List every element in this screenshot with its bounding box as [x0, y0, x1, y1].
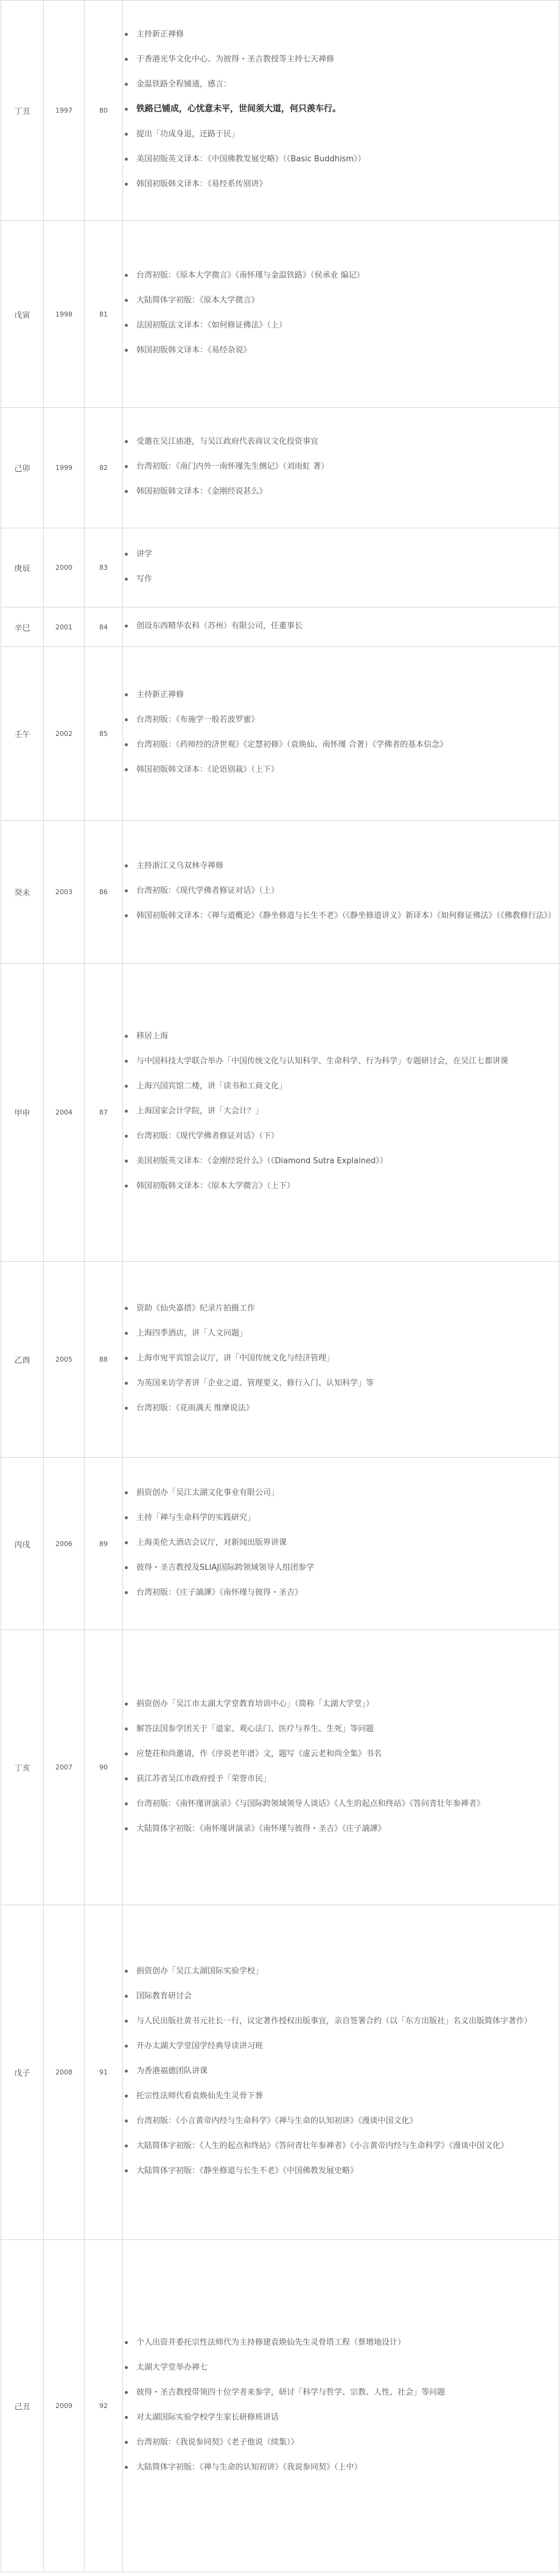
- event-text: 主持新正禅修: [136, 30, 184, 39]
- event-text: 金温铁路全程铺通，感言：: [136, 80, 232, 89]
- event-item: [123, 2387, 559, 2398]
- ganzhi-year-cell: 己卯: [1, 408, 44, 528]
- event-item: [123, 1328, 559, 1339]
- bullet-icon: [125, 2391, 128, 2394]
- events-cell: [123, 1630, 559, 1905]
- event-item: [123, 1723, 559, 1735]
- event-item: [123, 548, 559, 560]
- age-cell: 92: [85, 2240, 123, 2572]
- event-text: 韩国初版韩文译本：《论语别裁》（上下）: [136, 765, 279, 774]
- event-item: [123, 2462, 559, 2473]
- event-list: [123, 612, 559, 643]
- bullet-icon: [125, 2366, 128, 2369]
- event-item: [123, 461, 559, 472]
- event-text: 主持新正禅修: [136, 690, 184, 699]
- bullet-icon: [125, 2119, 128, 2123]
- age-cell: 91: [85, 1905, 123, 2240]
- bullet-icon: [125, 33, 128, 36]
- bullet-icon: [125, 2020, 128, 2023]
- bullet-icon: [125, 1727, 128, 1731]
- events-cell: [123, 528, 559, 607]
- bullet-icon: [125, 2169, 128, 2172]
- events-cell: [123, 647, 559, 821]
- bullet-icon: [125, 1752, 128, 1755]
- ganzhi-year-cell: 丁丑: [1, 1, 44, 221]
- ganzhi-year-cell: 丙戌: [1, 1458, 44, 1630]
- ganzhi-year-cell: 己丑: [1, 2240, 44, 2572]
- chronology-row: [1, 1, 559, 221]
- bullet-icon: [125, 889, 128, 892]
- chronology-table: [1, 0, 559, 2572]
- event-text: 移居上海: [136, 1032, 169, 1041]
- year-cell: 1999: [44, 408, 85, 528]
- chronology-row: [1, 1630, 559, 1905]
- event-text: 托宗性法师代看袁焕仙先生灵骨下葬: [136, 2091, 264, 2101]
- age-cell: 81: [85, 221, 123, 408]
- bullet-icon: [125, 2341, 128, 2344]
- event-list: [123, 681, 559, 786]
- event-item: [123, 1587, 559, 1598]
- year-cell: 2002: [44, 647, 85, 821]
- event-text: 彼得・圣吉教授带领四十位学者来参学，研讨「科学与哲学、宗教、人性、社会」等问题: [136, 2387, 446, 2397]
- event-text: 韩国初版韩文译本：《金刚经说甚么》: [136, 487, 267, 496]
- event-item: [123, 620, 559, 632]
- event-text: 台湾初版：《原本大学微言》《南怀瑾与金温铁路》（侯承业 编记）: [136, 271, 365, 280]
- event-text: 台湾初版：《我说参同契》《老子他说（续集）》: [136, 2437, 299, 2447]
- event-text: 台湾初版：《南门内外一南怀瑾先生侧记》（刘雨虹 著）: [136, 462, 329, 471]
- event-text: 铁路已铺成，心忧意未平，世间须大道，何只羡车行。: [136, 104, 341, 114]
- event-text: 韩国初版韩文译本：《易经系传别讲》: [136, 180, 267, 189]
- event-text: 上海美伦大酒店会议厅，对新闻出版界讲课: [136, 1538, 287, 1547]
- chronology-row: [1, 964, 559, 1262]
- event-item: [123, 345, 559, 356]
- events-cell: [123, 607, 559, 647]
- event-text: 与人民出版社黄书元社长一行，议定著作授权出版事宜，亲自签署合约（以「东方出版社」名义出版简体字著作）: [136, 2017, 533, 2026]
- event-list: [123, 1022, 559, 1203]
- bullet-icon: [125, 1035, 128, 1038]
- event-text: 为英国来访学者讲「企业之道、管理要义、修行入门、认知科学」等: [136, 1379, 374, 1388]
- event-item: [123, 1130, 559, 1142]
- year-cell: 2000: [44, 528, 85, 607]
- event-item: [123, 295, 559, 306]
- event-item: [123, 1537, 559, 1549]
- event-text: 法国初版法文译本：《如何修证佛法》（上）: [136, 321, 287, 330]
- bullet-icon: [125, 2070, 128, 2073]
- event-text: 美国初版英文译本：《中国佛教发展史略》（《Basic Buddhism》）: [136, 155, 366, 164]
- event-item: [123, 1990, 559, 2002]
- ganzhi-year-cell: 戊寅: [1, 221, 44, 408]
- events-cell: [123, 821, 559, 964]
- bullet-icon: [125, 158, 128, 161]
- event-item: [123, 1055, 559, 1067]
- bullet-icon: [125, 914, 128, 917]
- chronology-row: [1, 408, 559, 528]
- bullet-icon: [125, 58, 128, 61]
- event-item: [123, 153, 559, 165]
- bullet-icon: [125, 743, 128, 746]
- event-item: [123, 29, 559, 40]
- chronology-row: [1, 528, 559, 607]
- event-item: [123, 1487, 559, 1499]
- event-text: 台湾初版：《现代学佛者修证对话》（上）: [136, 886, 279, 895]
- bullet-icon: [125, 183, 128, 186]
- chronology-row: [1, 2240, 559, 2572]
- event-item: [123, 2337, 559, 2348]
- events-cell: [123, 964, 559, 1262]
- event-text: 主持「禅与生命科学的实践研究」: [136, 1513, 256, 1522]
- event-text: 与中国科技大学联合举办「中国传统文化与认知科学、生命科学、行为科学」专题研讨会，在吴江七都讲课: [136, 1057, 509, 1066]
- event-text: 台湾初版：《花雨满天 维摩说法》: [136, 1404, 254, 1413]
- event-text: 韩国初版韩文译本：《禅与道概论》《静坐修道与长生不老》（《静坐修道讲义》新译本）《如何修证佛法》（《佛教修行法》）: [136, 911, 556, 920]
- bullet-icon: [125, 465, 128, 468]
- bullet-icon: [125, 83, 128, 86]
- event-item: [123, 2362, 559, 2373]
- bullet-icon: [125, 2095, 128, 2098]
- chronology-body: [1, 1, 559, 2572]
- event-item: [123, 764, 559, 775]
- age-cell: 89: [85, 1458, 123, 1630]
- event-item: [123, 1155, 559, 1167]
- chronology-row: [1, 607, 559, 647]
- event-item: [123, 1180, 559, 1192]
- event-text: 大陆简体字初版：《南怀瑾讲演录》《南怀瑾与彼得・圣吉》《庄子諵譁》: [136, 1824, 386, 1833]
- event-text: 资助《仙央嘉措》纪录片拍摄工作: [136, 1304, 256, 1313]
- bullet-icon: [125, 324, 128, 327]
- event-text: 上海国家会计学院，讲「大会计？」: [136, 1107, 264, 1116]
- event-text: 美国初版英文译本：《金刚经说什么》（《Diamond Sutra Explained》）: [136, 1157, 388, 1166]
- event-list: [123, 2328, 559, 2484]
- bullet-icon: [125, 1110, 128, 1113]
- bullet-icon: [125, 553, 128, 556]
- bullet-icon: [125, 718, 128, 721]
- event-list: [123, 1294, 559, 1425]
- event-item: [123, 436, 559, 447]
- bullet-icon: [125, 2144, 128, 2147]
- bullet-icon: [125, 1995, 128, 1998]
- bullet-icon: [125, 864, 128, 867]
- event-item: [123, 178, 559, 190]
- chronology-row: [1, 221, 559, 408]
- events-cell: [123, 1905, 559, 2240]
- event-text: 主持浙江义乌双林寺禅修: [136, 861, 224, 870]
- event-text: 写作: [136, 574, 153, 584]
- event-text: 上海兴国宾馆二楼，讲「读书和工商文化」: [136, 1082, 287, 1091]
- event-list: [123, 540, 559, 596]
- event-item: [123, 1798, 559, 1810]
- event-item: [123, 270, 559, 281]
- event-text: 国际教育研讨会: [136, 1992, 192, 2001]
- event-item: [123, 1562, 559, 1573]
- event-item: [123, 2140, 559, 2152]
- ganzhi-year-cell: 甲申: [1, 964, 44, 1262]
- bullet-icon: [125, 1382, 128, 1385]
- event-list: [123, 1479, 559, 1609]
- event-text: 捐资创办「吴江市太湖大学堂教育培训中心」（简称「太湖大学堂」）: [136, 1699, 374, 1709]
- age-cell: 82: [85, 408, 123, 528]
- event-item: [123, 910, 559, 922]
- event-text: 提出「功成身退，还路于民」: [136, 130, 240, 139]
- bullet-icon: [125, 1160, 128, 1163]
- event-item: [123, 54, 559, 65]
- event-text: 台湾初版：《药师经的济世观》《定慧初修》（袁焕仙、南怀瑾 合著）《学佛者的基本信念》: [136, 740, 448, 749]
- bullet-icon: [125, 2416, 128, 2419]
- event-text: 讲学: [136, 549, 153, 559]
- age-cell: 90: [85, 1630, 123, 1905]
- event-item: [123, 486, 559, 497]
- chronology-row: [1, 821, 559, 964]
- ganzhi-year-cell: 壬午: [1, 647, 44, 821]
- event-item: [123, 2040, 559, 2052]
- chronology-row: [1, 647, 559, 821]
- chronology-row: [1, 1458, 559, 1630]
- event-text: 上海市宛平宾馆会议厅，讲「中国传统文化与经济管理」: [136, 1354, 335, 1363]
- event-text: 开办太湖大学堂国学经典导读讲习班: [136, 2042, 264, 2051]
- event-text: 台湾初版：《布施学一般若波罗蜜》: [136, 715, 259, 724]
- event-text: 于香港光华文化中心、为彼得・圣吉教授等主持七天禅修: [136, 55, 335, 64]
- chronology-row: [1, 1262, 559, 1458]
- event-item: [123, 320, 559, 331]
- event-text: 为香港福德团队讲课: [136, 2067, 208, 2076]
- event-item: [123, 714, 559, 726]
- event-text: 捐资创办「吴江太湖文化事业有限公司」: [136, 1488, 279, 1497]
- event-list: [123, 261, 559, 367]
- bullet-icon: [125, 108, 128, 111]
- events-cell: [123, 1, 559, 221]
- event-item: [123, 1402, 559, 1414]
- ganzhi-year-cell: 庚辰: [1, 528, 44, 607]
- bullet-icon: [125, 1407, 128, 1410]
- event-item: [123, 2065, 559, 2077]
- event-item: [123, 573, 559, 585]
- event-text: 个人出资并委托宗性法师代为主持修建袁焕仙先生灵骨塔工程（蔡增地设计）: [136, 2337, 406, 2347]
- event-item: [123, 2090, 559, 2102]
- bullet-icon: [125, 578, 128, 581]
- event-item: [123, 1698, 559, 1710]
- bullet-icon: [125, 1802, 128, 1805]
- event-list: [123, 427, 559, 508]
- bullet-icon: [125, 2466, 128, 2469]
- event-text: 大陆简体字初版：《静坐修道与长生不老》《中国佛教发展史略》: [136, 2166, 359, 2175]
- event-list: [123, 1957, 559, 2188]
- events-cell: [123, 221, 559, 408]
- event-text: 对太湖国际实验学校学生家长研修班讲话: [136, 2412, 279, 2422]
- event-item: [123, 1823, 559, 1835]
- bullet-icon: [125, 2045, 128, 2048]
- event-list: [123, 20, 559, 201]
- year-cell: 2003: [44, 821, 85, 964]
- event-item: [123, 2115, 559, 2127]
- event-text: 台湾初版：《南怀瑾讲演录》《与国际跨领域领导人谈话》《人生的起点和终站》《答问青壮年参禅者》: [136, 1799, 485, 1808]
- bullet-icon: [125, 1703, 128, 1706]
- event-text: 彼得・圣吉教授及SLIAJ国际跨领域领导人组团参学: [136, 1563, 315, 1572]
- bullet-icon: [125, 440, 128, 443]
- event-text: 台湾初版：《庄子諵譁》《南怀瑾与彼得・圣吉》: [136, 1587, 303, 1597]
- event-text: 大陆简体字初版：《人生的起点和终站》《答问青壮年参禅者》《小言黄帝内经与生命科学》《漫谈中国文化》: [136, 2141, 509, 2151]
- event-item: [123, 2437, 559, 2448]
- year-cell: 1997: [44, 1, 85, 221]
- event-text: 台湾初版：《现代学佛者修证对话》（下）: [136, 1132, 279, 1141]
- ganzhi-year-cell: 癸未: [1, 821, 44, 964]
- bullet-icon: [125, 1591, 128, 1594]
- event-item: [123, 1748, 559, 1760]
- bullet-icon: [125, 1827, 128, 1830]
- bullet-icon: [125, 1332, 128, 1335]
- event-text: 韩国初版韩文译本：《原本大学微言》（上下）: [136, 1181, 295, 1191]
- events-cell: [123, 408, 559, 528]
- event-item: [123, 689, 559, 701]
- bullet-icon: [125, 1085, 128, 1088]
- ganzhi-year-cell: 戊子: [1, 1905, 44, 2240]
- year-cell: 1998: [44, 221, 85, 408]
- year-cell: 2005: [44, 1262, 85, 1458]
- bullet-icon: [125, 693, 128, 696]
- event-text: 大陆简体字初版：《原本大学微言》: [136, 296, 259, 305]
- event-item: [123, 128, 559, 140]
- bullet-icon: [125, 1491, 128, 1494]
- events-cell: [123, 1458, 559, 1630]
- bullet-icon: [125, 133, 128, 136]
- bullet-icon: [125, 768, 128, 771]
- event-item: [123, 739, 559, 751]
- age-cell: 83: [85, 528, 123, 607]
- bullet-icon: [125, 1357, 128, 1360]
- bullet-icon: [125, 1777, 128, 1780]
- event-item: [123, 2015, 559, 2027]
- event-item: [123, 1353, 559, 1364]
- age-cell: 80: [85, 1, 123, 221]
- ganzhi-year-cell: 辛巳: [1, 607, 44, 647]
- bullet-icon: [125, 625, 128, 628]
- year-cell: 2001: [44, 607, 85, 647]
- chronology-row: [1, 1905, 559, 2240]
- events-cell: [123, 2240, 559, 2572]
- ganzhi-year-cell: 丁亥: [1, 1630, 44, 1905]
- event-text: 获江苏省吴江市政府授予「荣誉市民」: [136, 1774, 271, 1783]
- event-item: [123, 1512, 559, 1524]
- event-item: [123, 1080, 559, 1092]
- bullet-icon: [125, 1060, 128, 1063]
- event-text: 应楚荘和尚邀请，作《序说老年谱》文，题写《虚云老和尚全集》书名: [136, 1749, 382, 1759]
- age-cell: 88: [85, 1262, 123, 1458]
- bullet-icon: [125, 1307, 128, 1310]
- bullet-icon: [125, 1566, 128, 1569]
- bullet-icon: [125, 1185, 128, 1188]
- event-text: 创设东西精华农科（苏州）有限公司，任董事长: [136, 621, 303, 631]
- event-item: [123, 2412, 559, 2423]
- event-text: 大陆简体字初版：《禅与生命的认知初讲》《我说参同契》（上中）: [136, 2462, 362, 2472]
- event-item: [123, 860, 559, 872]
- event-item: [123, 885, 559, 897]
- age-cell: 87: [85, 964, 123, 1262]
- bullet-icon: [125, 1541, 128, 1544]
- bullet-icon: [125, 274, 128, 277]
- event-item: [123, 1031, 559, 1042]
- year-cell: 2004: [44, 964, 85, 1262]
- events-cell: [123, 1262, 559, 1458]
- year-cell: 2009: [44, 2240, 85, 2572]
- bullet-icon: [125, 2441, 128, 2444]
- event-item: [123, 1773, 559, 1785]
- age-cell: 85: [85, 647, 123, 821]
- event-item: [123, 103, 559, 115]
- event-text: 台湾初版：《小言黄帝内经与生命科学》《禅与生命的认知初讲》《漫谈中国文化》: [136, 2116, 418, 2126]
- event-list: [123, 852, 559, 933]
- event-item: [123, 2165, 559, 2177]
- bullet-icon: [125, 1516, 128, 1519]
- year-cell: 2007: [44, 1630, 85, 1905]
- event-item: [123, 1303, 559, 1314]
- ganzhi-year-cell: 乙酉: [1, 1262, 44, 1458]
- bullet-icon: [125, 349, 128, 352]
- year-cell: 2008: [44, 1905, 85, 2240]
- age-cell: 84: [85, 607, 123, 647]
- event-item: [123, 79, 559, 90]
- event-text: 太湖大学堂举办禅七: [136, 2362, 208, 2372]
- event-text: 上海四季酒店，讲「人文问题」: [136, 1329, 248, 1338]
- bullet-icon: [125, 1135, 128, 1138]
- event-text: 受邀在吴江庙港，与吴江政府代表商议文化投资事宜: [136, 437, 319, 446]
- year-cell: 2006: [44, 1458, 85, 1630]
- event-item: [123, 1377, 559, 1389]
- bullet-icon: [125, 490, 128, 493]
- event-list: [123, 1690, 559, 1846]
- event-item: [123, 1105, 559, 1117]
- event-item: [123, 1965, 559, 1977]
- age-cell: 86: [85, 821, 123, 964]
- event-text: 韩国初版韩文译本：《易经杂说》: [136, 346, 251, 355]
- event-text: 捐资创办「吴江太湖国际实验学校」: [136, 1967, 264, 1976]
- event-text: 解答法国参学团关于「道家、观心法门、医疗与养生、生死」等问题: [136, 1724, 374, 1734]
- bullet-icon: [125, 1970, 128, 1973]
- bullet-icon: [125, 299, 128, 302]
